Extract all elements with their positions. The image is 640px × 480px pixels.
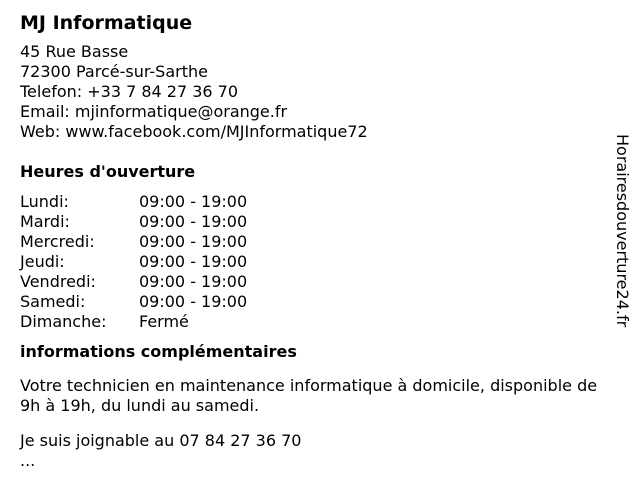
contact-paragraph [20, 431, 620, 471]
hours-row-samedi [20, 292, 620, 312]
day-hours: 09:00 - 19:00 [139, 252, 248, 271]
day-label: Vendredi: [20, 272, 96, 291]
info-paragraph: Votre technicien en maintenance informatique à domicile, disponible de 9h à 19h, du lundi au samedi. [20, 376, 598, 415]
day-hours: 09:00 - 19:00 [139, 292, 248, 311]
ellipsis-text: ... [20, 451, 36, 470]
business-name: MJ Informatique [20, 12, 193, 34]
phone-line: Telefon: +33 7 84 27 36 70 [20, 82, 239, 101]
hours-row-jeudi [20, 252, 620, 272]
address-line-2: 72300 Parcé-sur-Sarthe [20, 62, 208, 81]
day-label: Lundi: [20, 192, 69, 211]
day-label: Mercredi: [20, 232, 95, 251]
hours-row-mercredi [20, 232, 620, 252]
hours-row-mardi [20, 212, 620, 232]
day-hours: 09:00 - 19:00 [139, 212, 248, 231]
day-label: Mardi: [20, 212, 70, 231]
hours-table [20, 192, 620, 332]
hours-heading: Heures d'ouverture [20, 162, 196, 181]
address-line-1: 45 Rue Basse [20, 42, 129, 61]
business-card [20, 8, 620, 471]
info-text [20, 376, 620, 471]
contact-block [20, 42, 620, 142]
day-hours: 09:00 - 19:00 [139, 232, 248, 251]
day-label: Jeudi: [20, 252, 65, 271]
contact-sentence: Je suis joignable au 07 84 27 36 70 [20, 431, 302, 450]
day-hours: 09:00 - 19:00 [139, 192, 248, 211]
site-watermark: Horairesdouverture24.fr [613, 134, 632, 328]
day-label: Dimanche: [20, 312, 107, 331]
web-line: Web: www.facebook.com/MJInformatique72 [20, 122, 368, 141]
day-hours: Fermé [139, 312, 189, 331]
day-hours: 09:00 - 19:00 [139, 272, 248, 291]
hours-row-lundi [20, 192, 620, 212]
hours-row-dimanche [20, 312, 620, 332]
day-label: Samedi: [20, 292, 86, 311]
email-line: Email: mjinformatique@orange.fr [20, 102, 288, 121]
info-heading: informations complémentaires [20, 342, 297, 361]
hours-row-vendredi [20, 272, 620, 292]
